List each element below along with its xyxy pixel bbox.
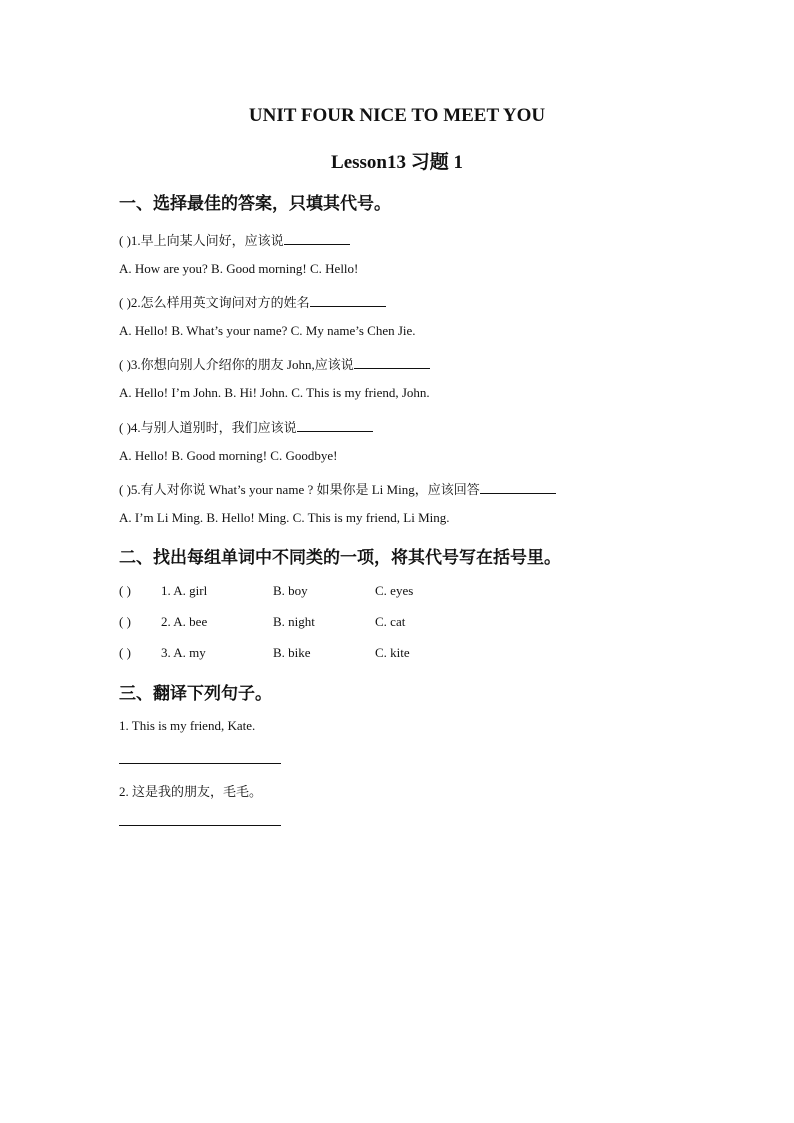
question-2-options: A. Hello! B. What’s your name? C. My name’s Chen Jie. xyxy=(119,323,416,338)
answer-blank[interactable] xyxy=(480,492,556,494)
row-3-option-c: C. kite xyxy=(375,645,410,660)
question-3-options: A. Hello! I’m John. B. Hi! John. C. This is my friend, John. xyxy=(119,385,430,400)
row-2-paren[interactable]: ( ) xyxy=(119,614,131,629)
row-1-option-b: B. boy xyxy=(273,583,308,598)
question-3-text: ( )3.你想向别人介绍你的朋友 John,应该说 xyxy=(119,357,354,372)
sentence-2: 2. 这是我的朋友，毛毛。 xyxy=(119,784,263,799)
section2-heading: 二、找出每组单词中不同类的一项，将其代号写在括号里。 xyxy=(119,548,561,568)
question-1-options: A. How are you? B. Good morning! C. Hello! xyxy=(119,261,359,276)
question-5-stem xyxy=(119,479,556,498)
row-3-option-a: 3. A. my xyxy=(161,645,206,660)
section3-heading: 三、翻译下列句子。 xyxy=(119,684,272,704)
question-4-options: A. Hello! B. Good morning! C. Goodbye! xyxy=(119,448,338,463)
unit-title: UNIT FOUR NICE TO MEET YOU xyxy=(248,105,546,126)
row-1-paren[interactable]: ( ) xyxy=(119,583,131,598)
question-1-text: ( )1.早上向某人问好，应该说 xyxy=(119,233,284,248)
question-5-options: A. I’m Li Ming. B. Hello! Ming. C. This is my friend, Li Ming. xyxy=(119,510,450,525)
lesson-title: Lesson13 习题 1 xyxy=(331,152,463,173)
question-4-stem xyxy=(119,417,373,436)
answer-blank[interactable] xyxy=(297,430,373,432)
answer-blank[interactable] xyxy=(354,367,430,369)
row-3-paren[interactable]: ( ) xyxy=(119,645,131,660)
answer-line-1[interactable] xyxy=(119,763,281,764)
row-2-option-c: C. cat xyxy=(375,614,406,629)
answer-blank[interactable] xyxy=(284,243,350,245)
question-2-stem xyxy=(119,292,386,311)
row-3-option-b: B. bike xyxy=(273,645,311,660)
question-3-stem xyxy=(119,354,430,373)
section1-heading: 一、选择最佳的答案，只填其代号。 xyxy=(119,194,391,214)
question-1-stem xyxy=(119,230,350,249)
sentence-1: 1. This is my friend, Kate. xyxy=(119,718,256,733)
answer-blank[interactable] xyxy=(310,305,386,307)
question-4-text: ( )4.与别人道别时，我们应该说 xyxy=(119,420,297,435)
question-2-text: ( )2.怎么样用英文询问对方的姓名 xyxy=(119,295,310,310)
answer-line-2[interactable] xyxy=(119,825,281,826)
row-2-option-b: B. night xyxy=(273,614,315,629)
row-2-option-a: 2. A. bee xyxy=(161,614,208,629)
row-1-option-a: 1. A. girl xyxy=(161,583,208,598)
row-1-option-c: C. eyes xyxy=(375,583,414,598)
question-5-text: ( )5.有人对你说 What’s your name ? 如果你是 Li Ming，应该回答 xyxy=(119,482,480,497)
